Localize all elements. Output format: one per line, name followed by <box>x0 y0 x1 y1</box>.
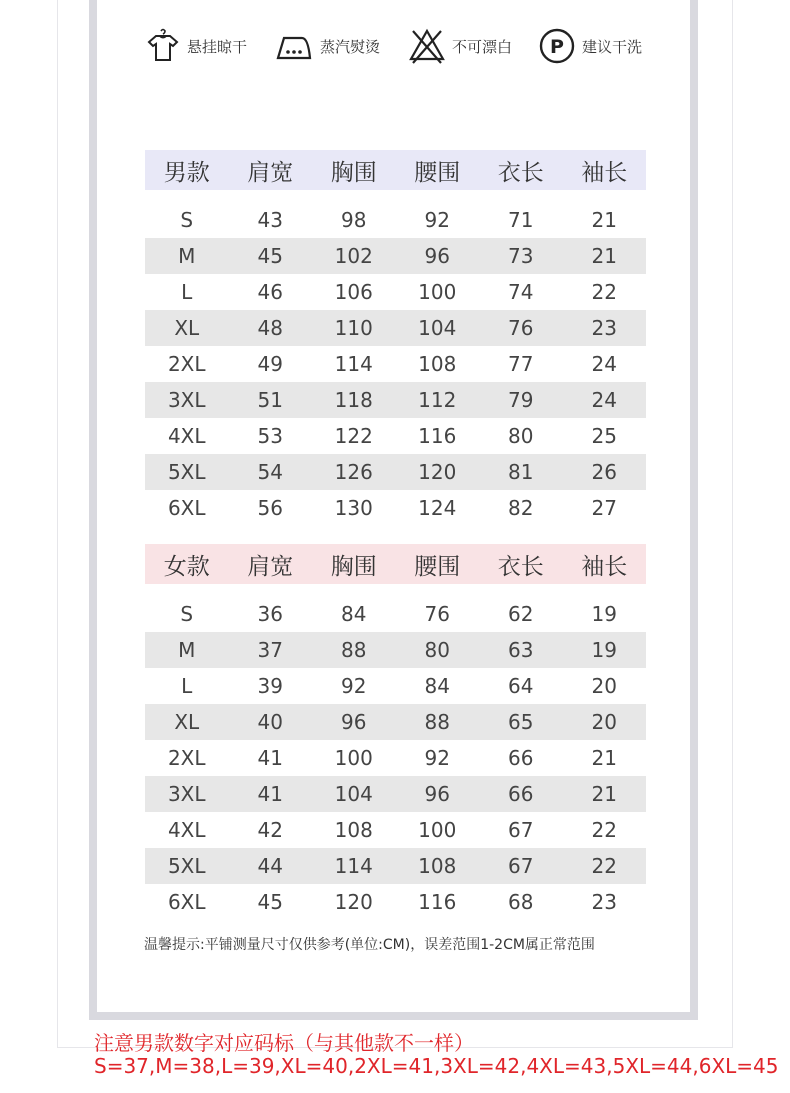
table-row <box>145 202 646 238</box>
hang-dry-icon <box>145 28 181 64</box>
size-cell: 3XL <box>167 782 206 806</box>
table-row <box>145 632 646 668</box>
measure-cell: 49 <box>257 352 283 376</box>
header-cell: 腰围 <box>414 159 461 186</box>
size-cell: 6XL <box>167 496 206 520</box>
measure-cell: 45 <box>257 890 283 914</box>
table-row <box>145 490 646 526</box>
measure-cell: 65 <box>508 710 534 734</box>
measure-cell: 114 <box>334 352 373 376</box>
measure-cell: 21 <box>591 746 617 770</box>
measure-cell: 104 <box>418 316 457 340</box>
measure-cell: 63 <box>508 638 534 662</box>
size-cell: 4XL <box>167 424 206 448</box>
measure-cell: 21 <box>591 244 617 268</box>
table-row <box>145 884 646 920</box>
measure-cell: 56 <box>257 496 283 520</box>
measure-cell: 44 <box>257 854 283 878</box>
measure-cell: 112 <box>418 388 457 412</box>
measure-cell: 23 <box>591 890 617 914</box>
measure-cell: 36 <box>257 602 283 626</box>
care-label: 悬挂晾干 <box>187 37 248 56</box>
women-table-body <box>145 596 646 920</box>
measure-cell: 39 <box>257 674 283 698</box>
measure-cell: 120 <box>334 890 373 914</box>
measure-cell: 76 <box>424 602 450 626</box>
measure-cell: 25 <box>591 424 617 448</box>
men-table-header <box>145 150 646 190</box>
measure-cell: 84 <box>341 602 367 626</box>
table-row <box>145 418 646 454</box>
measure-cell: 80 <box>424 638 450 662</box>
measure-cell: 45 <box>257 244 283 268</box>
measure-cell: 84 <box>424 674 450 698</box>
measure-cell: 118 <box>334 388 373 412</box>
measure-cell: 20 <box>591 710 617 734</box>
size-cell: M <box>178 244 196 268</box>
measure-cell: 102 <box>334 244 373 268</box>
measure-cell: 79 <box>508 388 534 412</box>
table-row <box>145 812 646 848</box>
measure-cell: 92 <box>341 674 367 698</box>
table-row <box>145 274 646 310</box>
table-row <box>145 776 646 812</box>
dry-clean-icon <box>538 27 576 65</box>
men-size-table <box>145 150 646 526</box>
measure-cell: 92 <box>424 208 450 232</box>
men-size-notice: 注意男款数字对应码标（与其他款不一样） <box>94 1031 474 1055</box>
care-item-dry-clean <box>538 26 642 66</box>
measure-cell: 82 <box>508 496 534 520</box>
measure-cell: 67 <box>508 854 534 878</box>
women-size-table <box>145 544 646 920</box>
measure-cell: 80 <box>508 424 534 448</box>
measure-cell: 22 <box>591 280 617 304</box>
measure-cell: 88 <box>341 638 367 662</box>
size-cell: L <box>181 280 193 304</box>
measure-cell: 43 <box>257 208 283 232</box>
size-cell: XL <box>174 316 200 340</box>
measure-cell: 22 <box>591 818 617 842</box>
women-table-header <box>145 544 646 584</box>
measure-cell: 21 <box>591 782 617 806</box>
no-bleach-icon <box>408 27 446 65</box>
measure-cell: 41 <box>257 782 283 806</box>
measure-cell: 116 <box>418 890 457 914</box>
measure-cell: 120 <box>418 460 457 484</box>
table-row <box>145 238 646 274</box>
measure-cell: 19 <box>591 638 617 662</box>
measure-cell: 27 <box>591 496 617 520</box>
measure-cell: 53 <box>257 424 283 448</box>
measure-cell: 54 <box>257 460 283 484</box>
header-cell: 胸围 <box>330 553 377 580</box>
men-size-mapping: S=37,M=38,L=39,XL=40,2XL=41,3XL=42,4XL=43,5XL=44,6XL=45 <box>94 1054 779 1078</box>
svg-text:P: P <box>550 36 564 58</box>
header-cell: 袖长 <box>581 159 628 186</box>
measure-cell: 104 <box>334 782 373 806</box>
measure-cell: 77 <box>508 352 534 376</box>
measure-cell: 19 <box>591 602 617 626</box>
measure-cell: 62 <box>508 602 534 626</box>
measure-cell: 96 <box>424 782 450 806</box>
size-cell: M <box>178 638 196 662</box>
measure-cell: 96 <box>424 244 450 268</box>
header-cell: 胸围 <box>330 159 377 186</box>
table-row <box>145 454 646 490</box>
care-instructions <box>97 26 690 66</box>
measure-cell: 76 <box>508 316 534 340</box>
table-row <box>145 848 646 884</box>
measure-cell: 110 <box>334 316 373 340</box>
measure-cell: 88 <box>424 710 450 734</box>
size-cell: L <box>181 674 193 698</box>
header-cell: 袖长 <box>581 553 628 580</box>
measure-cell: 126 <box>334 460 373 484</box>
size-cell: S <box>180 208 194 232</box>
size-cell: 2XL <box>167 352 206 376</box>
size-cell: 6XL <box>167 890 206 914</box>
measure-cell: 74 <box>508 280 534 304</box>
header-cell: 衣长 <box>497 159 544 186</box>
measure-cell: 106 <box>334 280 373 304</box>
steam-iron-icon <box>274 28 314 64</box>
measure-cell: 24 <box>591 388 617 412</box>
table-row <box>145 668 646 704</box>
measure-cell: 108 <box>418 854 457 878</box>
measure-cell: 23 <box>591 316 617 340</box>
care-item-hang-dry <box>145 26 247 66</box>
care-label: 蒸汽熨烫 <box>320 37 381 56</box>
measure-cell: 108 <box>334 818 373 842</box>
measure-cell: 48 <box>257 316 283 340</box>
size-cell: 3XL <box>167 388 206 412</box>
measure-cell: 22 <box>591 854 617 878</box>
measure-cell: 66 <box>508 782 534 806</box>
measure-cell: 100 <box>334 746 373 770</box>
measure-cell: 108 <box>418 352 457 376</box>
measure-cell: 71 <box>508 208 534 232</box>
header-cell: 衣长 <box>497 553 544 580</box>
size-cell: 5XL <box>167 460 206 484</box>
measure-cell: 24 <box>591 352 617 376</box>
care-label: 建议干洗 <box>582 37 643 56</box>
men-table-body <box>145 202 646 526</box>
measure-cell: 81 <box>508 460 534 484</box>
measure-cell: 20 <box>591 674 617 698</box>
size-cell: XL <box>174 710 200 734</box>
measure-cell: 66 <box>508 746 534 770</box>
measure-cell: 130 <box>334 496 373 520</box>
header-cell: 肩宽 <box>247 553 294 580</box>
table-row <box>145 704 646 740</box>
measure-cell: 42 <box>257 818 283 842</box>
table-row <box>145 596 646 632</box>
table-row <box>145 346 646 382</box>
measure-cell: 67 <box>508 818 534 842</box>
table-row <box>145 310 646 346</box>
measure-cell: 64 <box>508 674 534 698</box>
care-label: 不可漂白 <box>452 37 513 56</box>
measure-cell: 51 <box>257 388 283 412</box>
measure-cell: 124 <box>418 496 457 520</box>
measure-cell: 96 <box>341 710 367 734</box>
size-cell: S <box>180 602 194 626</box>
measure-cell: 21 <box>591 208 617 232</box>
measure-cell: 98 <box>341 208 367 232</box>
header-cell: 男款 <box>163 159 210 186</box>
measure-cell: 46 <box>257 280 283 304</box>
size-cell: 4XL <box>167 818 206 842</box>
table-row <box>145 382 646 418</box>
header-cell: 腰围 <box>414 553 461 580</box>
measure-cell: 100 <box>418 280 457 304</box>
measure-cell: 122 <box>334 424 373 448</box>
size-cell: 2XL <box>167 746 206 770</box>
measure-cell: 37 <box>257 638 283 662</box>
header-cell: 肩宽 <box>247 159 294 186</box>
measure-cell: 41 <box>257 746 283 770</box>
measure-cell: 100 <box>418 818 457 842</box>
size-cell: 5XL <box>167 854 206 878</box>
measure-cell: 40 <box>257 710 283 734</box>
measurement-note: 温馨提示:平铺测量尺寸仅供参考(单位:CM)，误差范围1-2CM属正常范围 <box>144 937 595 953</box>
table-row <box>145 740 646 776</box>
measure-cell: 114 <box>334 854 373 878</box>
measure-cell: 116 <box>418 424 457 448</box>
care-item-no-bleach <box>408 26 512 66</box>
measure-cell: 68 <box>508 890 534 914</box>
measure-cell: 92 <box>424 746 450 770</box>
header-cell: 女款 <box>163 553 210 580</box>
measure-cell: 26 <box>591 460 617 484</box>
care-item-steam-iron <box>274 26 380 66</box>
measure-cell: 73 <box>508 244 534 268</box>
